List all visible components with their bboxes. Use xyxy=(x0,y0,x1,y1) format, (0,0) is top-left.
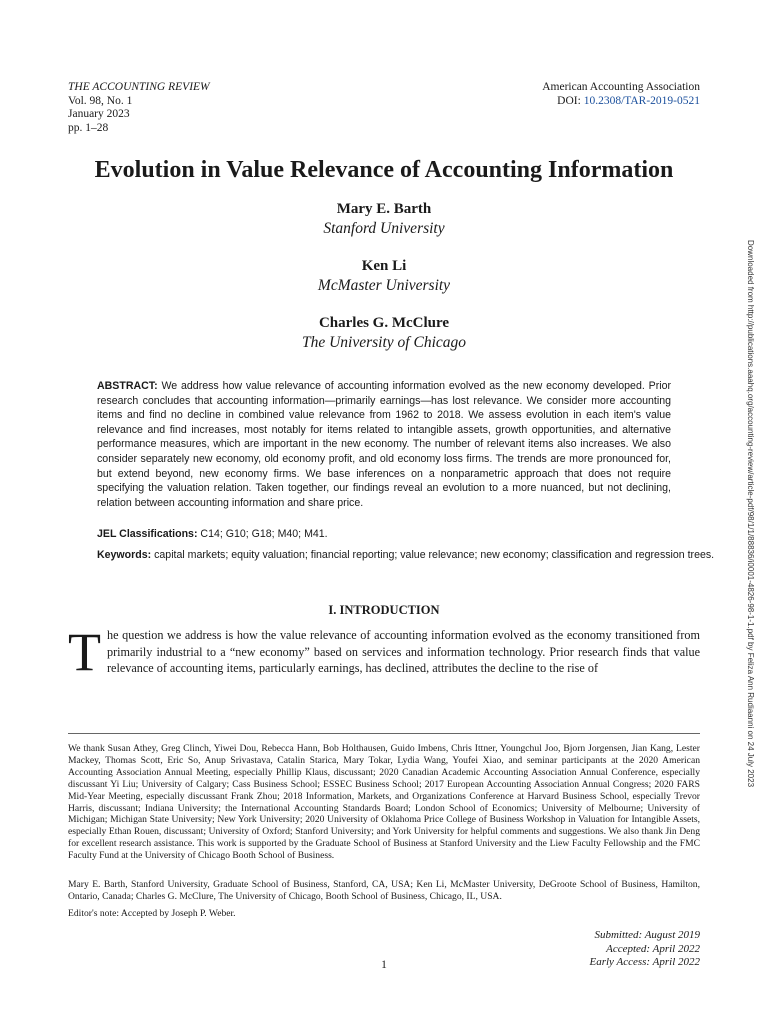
editor-note: Editor's note: Accepted by Joseph P. Weber. xyxy=(68,908,236,919)
jel-label: JEL Classifications: xyxy=(97,528,198,540)
keywords-label: Keywords: xyxy=(97,549,152,561)
author-block-1 xyxy=(100,200,668,239)
early-access-date: Early Access: April 2022 xyxy=(589,956,700,968)
author-name: Mary E. Barth xyxy=(336,201,432,217)
drop-cap: T xyxy=(68,622,101,682)
author-block-2 xyxy=(100,257,668,296)
author-addresses-footnote: Mary E. Barth, Stanford University, Graduate School of Business, Stanford, CA, USA; Ken Li, McMaster University, DeGroote School of Business, Hamilton, Ontario, Canada; Charles G. McClure, The University of Chicago, Booth School of Business, Chicago, IL, USA. xyxy=(68,879,700,902)
doi-link[interactable]: 10.2308/TAR-2019-0521 xyxy=(583,94,700,107)
author-block-3 xyxy=(100,314,668,353)
footnote-divider xyxy=(68,733,700,734)
author-affiliation: The University of Chicago xyxy=(301,334,467,351)
introduction-text: he question we address is how the value relevance of accounting information evolved as the economy transitioned from primarily industrial to a “new economy” based on services and information technology. Prior research finds that value relevance of accounting items, particularly earnings, has declined, attributes the decline to the rise of xyxy=(107,628,700,676)
publisher-name: American Accounting Association xyxy=(542,81,700,93)
author-name: Charles G. McClure xyxy=(318,315,450,331)
publisher-header xyxy=(542,81,700,108)
journal-pages: pp. 1–28 xyxy=(68,121,109,134)
abstract-label: ABSTRACT: xyxy=(97,380,158,392)
submitted-date: Submitted: August 2019 xyxy=(594,929,700,941)
paper-title: Evolution in Value Relevance of Accounting Information xyxy=(94,157,674,183)
author-affiliation: Stanford University xyxy=(323,220,445,237)
doi-line xyxy=(542,95,700,109)
accepted-date: Accepted: April 2022 xyxy=(606,942,700,955)
page-number: 1 xyxy=(381,959,387,971)
keywords xyxy=(97,548,731,563)
author-affiliation: McMaster University xyxy=(317,277,451,294)
journal-date: January 2023 xyxy=(68,108,130,120)
download-watermark xyxy=(745,240,760,1000)
doi-label: DOI: xyxy=(557,94,584,107)
jel-text: C14; G10; G18; M40; M41. xyxy=(197,528,328,540)
abstract xyxy=(97,379,671,510)
section-heading-introduction: I. INTRODUCTION xyxy=(328,603,440,617)
journal-volume: Vol. 98, No. 1 xyxy=(68,94,133,107)
journal-header xyxy=(68,81,210,135)
abstract-text: We address how value relevance of accounting information evolved as the new economy developed. Prior research concludes that accounting information—primarily earnings—has lost relevance. We consider more accounting items and find no decline in combined value relevance from 1962 to 2018. We assess evolution in each item's value relevance and find increases, most notably for items related to intangible assets, growth opportunities, and alternative performance measures, which are important in the new economy. The number of relevant items also increases. We also consider separately new economy, old economy profit, and old economy loss firms. The trends are more pronounced for, but extend beyond, new economy firms. We base inferences on a nonparametric approach that does not require specifying the valuation relation. Taken together, our findings reveal an evolution to a more nuanced, but not declining, relation between accounting information and share price. xyxy=(97,380,671,509)
author-name: Ken Li xyxy=(361,258,407,274)
keywords-text: capital markets; equity valuation; financial reporting; value relevance; new economy; classification and regression trees. xyxy=(151,549,715,561)
journal-name: THE ACCOUNTING REVIEW xyxy=(68,81,210,93)
jel-classifications xyxy=(97,527,671,542)
acknowledgments-footnote: We thank Susan Athey, Greg Clinch, Yiwei Dou, Rebecca Hann, Bob Holthausen, Guido Imbens, Chris Ittner, Youngchul Joo, Bjorn Jorgensen, Jian Kang, Lester Mackey, Thomas Scott, Eric So, Anup Srivastava, Catalin Starica, Mary Tokar, Lydia Wang, Youfei Xiao, and seminar participants at the 2020 American Accounting Association Annual Meeting, especially Phillip Klaus, discussant; 2020 Canadian Academic Accounting Association Annual Conference, especially discussant Yi Liu; University of Calgary; Cass Business School; ESSEC Business School; 2017 European Accounting Association Annual Congress; 2020 FARS Mid-Year Meeting, especially discussant Frank Zhou; 2018 Information, Markets, and Organizations Conference at Harvard Business School, especially Trevor Harris, discussant; Indiana University; the International Accounting Standards Board; London School of Economics; University of Melbourne; University of Michigan; Michigan State University; New York University; 2020 University of Oklahoma Price College of Business Workshop in Valuation for Intangible Assets, especially Ethan Rouen, discussant; University of Oxford; Stanford University; and York University for helpful comments and suggestions. We also thank Jin Deng for excellent research assistance. This work is supported by the Graduate School of Business at Stanford University and the Liew Faculty Fellowship and the FMC Faculty Fund at the University of Chicago Booth School of Business. xyxy=(68,743,700,862)
introduction-paragraph xyxy=(68,622,700,682)
download-note: Downloaded from http://publications.aaahq.org/accounting-review/article-pdf/98/1/1/88836/i0001-4826-98-1-1.pdf by Feliza Ann Rudiaanni on 24 July 2023 xyxy=(746,240,755,788)
